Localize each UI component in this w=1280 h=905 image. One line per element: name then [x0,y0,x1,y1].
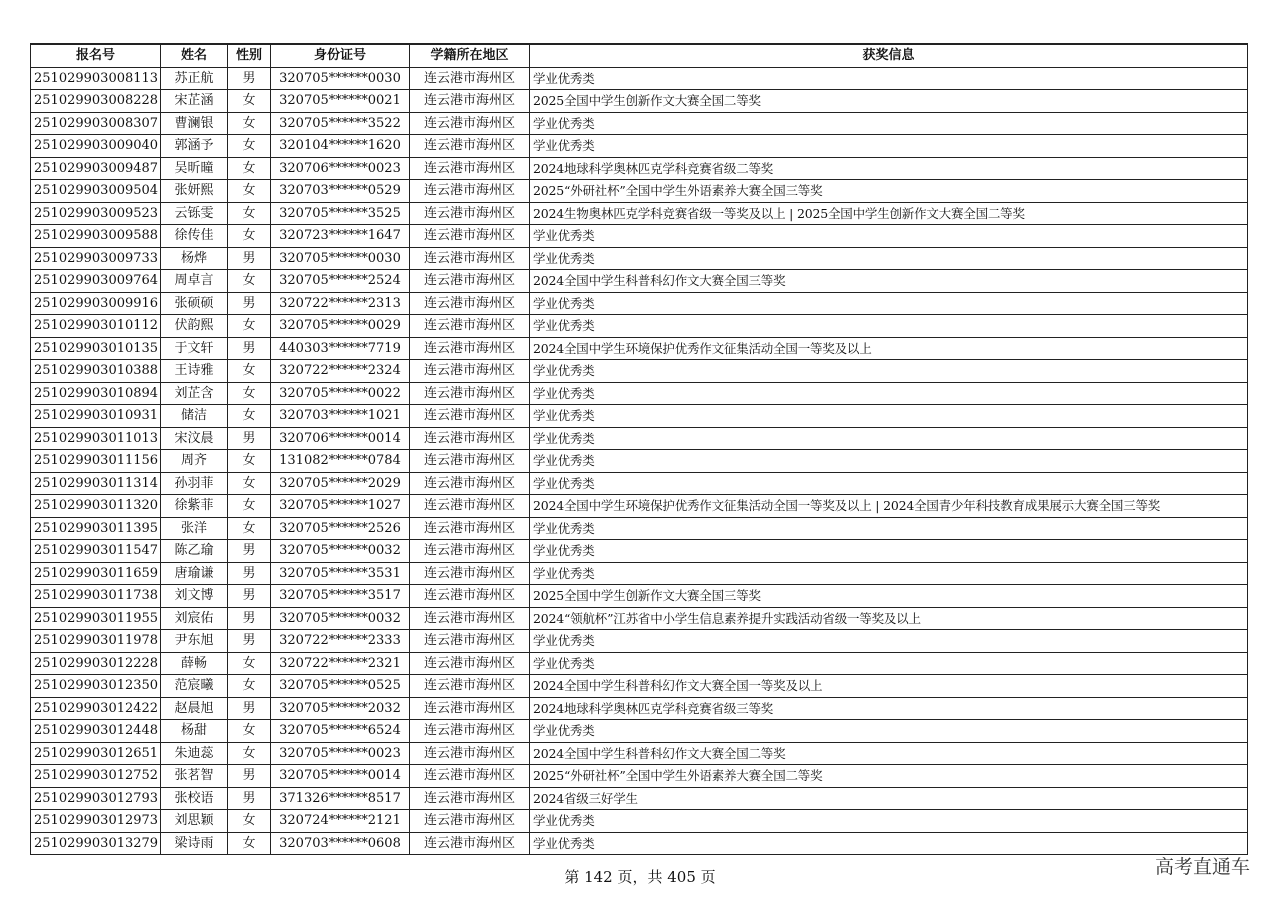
table-row [31,495,1248,518]
table-row [31,607,1248,630]
region-cell: 连云港市海州区 [410,607,530,630]
id-number-cell: 320705******0032 [271,540,410,563]
name-cell: 郭涵予 [161,135,228,158]
name-cell: 宋汶晨 [161,427,228,450]
id-number-cell: 320705******3525 [271,202,410,225]
name-cell: 张洋 [161,517,228,540]
id-number-cell: 320705******2029 [271,472,410,495]
gender-cell: 男 [228,562,271,585]
region-cell: 连云港市海州区 [410,112,530,135]
header-registration-number: 报名号 [31,44,161,67]
table-row [31,630,1248,653]
table-row [31,540,1248,563]
id-number-cell: 320706******0014 [271,427,410,450]
name-cell: 薛畅 [161,652,228,675]
table-row [31,652,1248,675]
header-region: 学籍所在地区 [410,44,530,67]
gender-cell: 女 [228,315,271,338]
award-info-cell: 2024省级三好学生 [530,787,1248,810]
region-cell: 连云港市海州区 [410,472,530,495]
id-number-cell: 320705******3522 [271,112,410,135]
table-row [31,517,1248,540]
registration-number-cell: 251029903012793 [31,787,161,810]
table-row [31,810,1248,833]
id-number-cell: 320705******0022 [271,382,410,405]
id-number-cell: 320705******0023 [271,742,410,765]
region-cell: 连云港市海州区 [410,450,530,473]
registration-number-cell: 251029903010388 [31,360,161,383]
registration-number-cell: 251029903012973 [31,810,161,833]
registration-number-cell: 251029903013279 [31,832,161,855]
name-cell: 曹澜银 [161,112,228,135]
award-info-cell: 学业优秀类 [530,360,1248,383]
registration-number-cell: 251029903010112 [31,315,161,338]
region-cell: 连云港市海州区 [410,315,530,338]
id-number-cell: 320705******0032 [271,607,410,630]
gender-cell: 女 [228,832,271,855]
gender-cell: 女 [228,270,271,293]
registration-number-cell: 251029903009588 [31,225,161,248]
award-info-cell: 学业优秀类 [530,315,1248,338]
region-cell: 连云港市海州区 [410,630,530,653]
registration-number-cell: 251029903009487 [31,157,161,180]
table-row [31,427,1248,450]
name-cell: 王诗雅 [161,360,228,383]
registration-number-cell: 251029903011659 [31,562,161,585]
award-info-cell: 学业优秀类 [530,135,1248,158]
award-list-table [30,43,1248,855]
id-number-cell: 320705******1027 [271,495,410,518]
award-info-cell: 2025“外研社杯”全国中学生外语素养大赛全国三等奖 [530,180,1248,203]
region-cell: 连云港市海州区 [410,562,530,585]
id-number-cell: 320705******0014 [271,765,410,788]
gender-cell: 男 [228,292,271,315]
name-cell: 刘宸佑 [161,607,228,630]
name-cell: 唐瑜谦 [161,562,228,585]
name-cell: 张校语 [161,787,228,810]
header-name: 姓名 [161,44,228,67]
award-info-cell: 学业优秀类 [530,630,1248,653]
award-info-cell: 2025全国中学生创新作文大赛全国三等奖 [530,585,1248,608]
table-row [31,562,1248,585]
id-number-cell: 320705******0029 [271,315,410,338]
award-info-cell: 学业优秀类 [530,562,1248,585]
gender-cell: 女 [228,225,271,248]
registration-number-cell: 251029903010931 [31,405,161,428]
table-row [31,585,1248,608]
gender-cell: 女 [228,517,271,540]
gender-cell: 女 [228,360,271,383]
gender-cell: 女 [228,382,271,405]
award-info-cell: 学业优秀类 [530,405,1248,428]
id-number-cell: 320705******3531 [271,562,410,585]
id-number-cell: 320722******2313 [271,292,410,315]
gender-cell: 男 [228,427,271,450]
gender-cell: 男 [228,540,271,563]
table-row [31,135,1248,158]
gender-cell: 女 [228,135,271,158]
region-cell: 连云港市海州区 [410,832,530,855]
region-cell: 连云港市海州区 [410,225,530,248]
name-cell: 范宸曦 [161,675,228,698]
award-info-cell: 2024地球科学奥林匹克学科竞赛省级二等奖 [530,157,1248,180]
region-cell: 连云港市海州区 [410,157,530,180]
region-cell: 连云港市海州区 [410,382,530,405]
header-row [31,44,1248,67]
id-number-cell: 320706******0023 [271,157,410,180]
region-cell: 连云港市海州区 [410,202,530,225]
region-cell: 连云港市海州区 [410,787,530,810]
table-row [31,697,1248,720]
region-cell: 连云港市海州区 [410,742,530,765]
region-cell: 连云港市海州区 [410,292,530,315]
registration-number-cell: 251029903009504 [31,180,161,203]
table-row [31,157,1248,180]
gender-cell: 女 [228,742,271,765]
registration-number-cell: 251029903008307 [31,112,161,135]
award-info-cell: 学业优秀类 [530,720,1248,743]
award-info-cell: 学业优秀类 [530,810,1248,833]
region-cell: 连云港市海州区 [410,180,530,203]
region-cell: 连云港市海州区 [410,270,530,293]
gender-cell: 女 [228,90,271,113]
award-info-cell: 学业优秀类 [530,67,1248,90]
region-cell: 连云港市海州区 [410,427,530,450]
gender-cell: 女 [228,405,271,428]
watermark: 高考直通车 [1154,856,1250,878]
gender-cell: 女 [228,450,271,473]
registration-number-cell: 251029903008228 [31,90,161,113]
award-info-cell: 2025全国中学生创新作文大赛全国二等奖 [530,90,1248,113]
gender-cell: 男 [228,247,271,270]
id-number-cell: 320705******0021 [271,90,410,113]
award-info-cell: 学业优秀类 [530,247,1248,270]
registration-number-cell: 251029903011547 [31,540,161,563]
gender-cell: 女 [228,202,271,225]
id-number-cell: 320722******2333 [271,630,410,653]
award-info-cell: 2024生物奥林匹克学科竞赛省级一等奖及以上 | 2025全国中学生创新作文大赛全国二等奖 [530,202,1248,225]
id-number-cell: 320705******2526 [271,517,410,540]
table-row [31,225,1248,248]
name-cell: 刘芷含 [161,382,228,405]
table-row [31,202,1248,225]
gender-cell: 男 [228,585,271,608]
name-cell: 刘思颖 [161,810,228,833]
table-row [31,337,1248,360]
table-row [31,67,1248,90]
name-cell: 张硕硕 [161,292,228,315]
id-number-cell: 320722******2324 [271,360,410,383]
table-row [31,405,1248,428]
name-cell: 吴昕曈 [161,157,228,180]
name-cell: 徐紫菲 [161,495,228,518]
region-cell: 连云港市海州区 [410,67,530,90]
region-cell: 连云港市海州区 [410,675,530,698]
registration-number-cell: 251029903011156 [31,450,161,473]
id-number-cell: 320705******0030 [271,67,410,90]
name-cell: 赵晨旭 [161,697,228,720]
id-number-cell: 131082******0784 [271,450,410,473]
name-cell: 刘文博 [161,585,228,608]
name-cell: 储洁 [161,405,228,428]
gender-cell: 女 [228,472,271,495]
award-info-cell: 学业优秀类 [530,540,1248,563]
registration-number-cell: 251029903009040 [31,135,161,158]
award-info-cell: 学业优秀类 [530,382,1248,405]
registration-number-cell: 251029903011955 [31,607,161,630]
id-number-cell: 371326******8517 [271,787,410,810]
award-info-cell: 2024全国中学生环境保护优秀作文征集活动全国一等奖及以上 | 2024全国青少年科技教育成果展示大赛全国三等奖 [530,495,1248,518]
region-cell: 连云港市海州区 [410,585,530,608]
award-info-cell: 学业优秀类 [530,832,1248,855]
header-gender: 性别 [228,44,271,67]
registration-number-cell: 251029903010894 [31,382,161,405]
gender-cell: 男 [228,630,271,653]
registration-number-cell: 251029903012752 [31,765,161,788]
registration-number-cell: 251029903011013 [31,427,161,450]
gender-cell: 男 [228,337,271,360]
id-number-cell: 320722******2321 [271,652,410,675]
name-cell: 朱迪蕊 [161,742,228,765]
registration-number-cell: 251029903009916 [31,292,161,315]
region-cell: 连云港市海州区 [410,517,530,540]
table-row [31,270,1248,293]
gender-cell: 女 [228,720,271,743]
name-cell: 苏正航 [161,67,228,90]
gender-cell: 女 [228,810,271,833]
region-cell: 连云港市海州区 [410,90,530,113]
name-cell: 陈乙瑜 [161,540,228,563]
table-row [31,450,1248,473]
name-cell: 徐传佳 [161,225,228,248]
registration-number-cell: 251029903009523 [31,202,161,225]
table-row [31,472,1248,495]
name-cell: 孙羽菲 [161,472,228,495]
table-row [31,720,1248,743]
gender-cell: 女 [228,180,271,203]
registration-number-cell: 251029903010135 [31,337,161,360]
table-row [31,90,1248,113]
id-number-cell: 320705******2032 [271,697,410,720]
registration-number-cell: 251029903011738 [31,585,161,608]
award-info-cell: 学业优秀类 [530,472,1248,495]
registration-number-cell: 251029903012448 [31,720,161,743]
id-number-cell: 320703******0529 [271,180,410,203]
award-info-cell: 2025“外研社杯”全国中学生外语素养大赛全国二等奖 [530,765,1248,788]
gender-cell: 女 [228,112,271,135]
gender-cell: 男 [228,765,271,788]
award-info-cell: 学业优秀类 [530,450,1248,473]
registration-number-cell: 251029903009764 [31,270,161,293]
region-cell: 连云港市海州区 [410,405,530,428]
table-body [31,67,1248,855]
gender-cell: 男 [228,787,271,810]
award-info-cell: 2024全国中学生科普科幻作文大赛全国一等奖及以上 [530,675,1248,698]
table-row [31,360,1248,383]
gender-cell: 男 [228,697,271,720]
gender-cell: 女 [228,675,271,698]
name-cell: 杨甜 [161,720,228,743]
table-row [31,315,1248,338]
id-number-cell: 320724******2121 [271,810,410,833]
region-cell: 连云港市海州区 [410,697,530,720]
award-info-cell: 2024全国中学生科普科幻作文大赛全国二等奖 [530,742,1248,765]
registration-number-cell: 251029903011978 [31,630,161,653]
table-header [31,44,1248,67]
table-row [31,765,1248,788]
award-info-cell: 学业优秀类 [530,292,1248,315]
name-cell: 周卓言 [161,270,228,293]
id-number-cell: 320705******6524 [271,720,410,743]
registration-number-cell: 251029903012350 [31,675,161,698]
region-cell: 连云港市海州区 [410,540,530,563]
table-row [31,787,1248,810]
name-cell: 周齐 [161,450,228,473]
award-info-cell: 学业优秀类 [530,427,1248,450]
registration-number-cell: 251029903011320 [31,495,161,518]
region-cell: 连云港市海州区 [410,495,530,518]
table-row [31,247,1248,270]
region-cell: 连云港市海州区 [410,135,530,158]
id-number-cell: 320705******0525 [271,675,410,698]
registration-number-cell: 251029903012422 [31,697,161,720]
gender-cell: 男 [228,67,271,90]
registration-number-cell: 251029903012651 [31,742,161,765]
gender-cell: 女 [228,652,271,675]
region-cell: 连云港市海州区 [410,765,530,788]
award-info-cell: 学业优秀类 [530,225,1248,248]
award-info-cell: 学业优秀类 [530,652,1248,675]
award-info-cell: 2024“领航杯”江苏省中小学生信息素养提升实践活动省级一等奖及以上 [530,607,1248,630]
table-row [31,180,1248,203]
id-number-cell: 320705******2524 [271,270,410,293]
region-cell: 连云港市海州区 [410,247,530,270]
table-row [31,292,1248,315]
region-cell: 连云港市海州区 [410,337,530,360]
gender-cell: 女 [228,495,271,518]
page-number: 第 142 页，共 405 页 [564,868,716,886]
award-info-cell: 2024全国中学生环境保护优秀作文征集活动全国一等奖及以上 [530,337,1248,360]
id-number-cell: 320104******1620 [271,135,410,158]
name-cell: 宋芷涵 [161,90,228,113]
name-cell: 梁诗雨 [161,832,228,855]
id-number-cell: 320705******0030 [271,247,410,270]
name-cell: 杨烨 [161,247,228,270]
table-row [31,832,1248,855]
gender-cell: 男 [228,607,271,630]
registration-number-cell: 251029903009733 [31,247,161,270]
header-id-number: 身份证号 [271,44,410,67]
award-info-cell: 2024全国中学生科普科幻作文大赛全国三等奖 [530,270,1248,293]
registration-number-cell: 251029903011314 [31,472,161,495]
name-cell: 张妍熙 [161,180,228,203]
id-number-cell: 320723******1647 [271,225,410,248]
award-info-cell: 学业优秀类 [530,112,1248,135]
id-number-cell: 440303******7719 [271,337,410,360]
name-cell: 张茗智 [161,765,228,788]
name-cell: 伏韵熙 [161,315,228,338]
award-info-cell: 学业优秀类 [530,517,1248,540]
region-cell: 连云港市海州区 [410,360,530,383]
table-row [31,112,1248,135]
table-row [31,742,1248,765]
registration-number-cell: 251029903012228 [31,652,161,675]
id-number-cell: 320705******3517 [271,585,410,608]
name-cell: 尹东旭 [161,630,228,653]
table-row [31,675,1248,698]
registration-number-cell: 251029903008113 [31,67,161,90]
id-number-cell: 320703******0608 [271,832,410,855]
id-number-cell: 320703******1021 [271,405,410,428]
gender-cell: 女 [228,157,271,180]
table-row [31,382,1248,405]
award-info-cell: 2024地球科学奥林匹克学科竞赛省级三等奖 [530,697,1248,720]
region-cell: 连云港市海州区 [410,652,530,675]
header-award-info: 获奖信息 [530,44,1248,67]
registration-number-cell: 251029903011395 [31,517,161,540]
region-cell: 连云港市海州区 [410,810,530,833]
name-cell: 于文轩 [161,337,228,360]
region-cell: 连云港市海州区 [410,720,530,743]
name-cell: 云铄雯 [161,202,228,225]
